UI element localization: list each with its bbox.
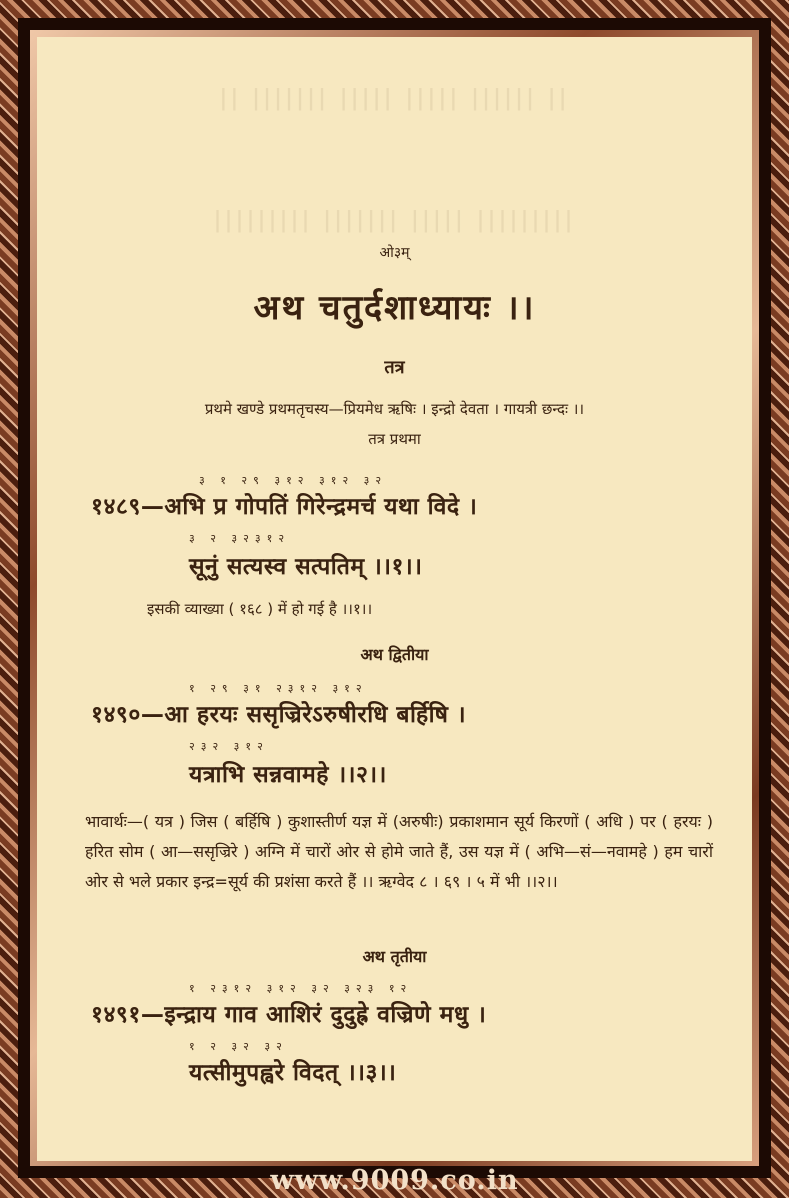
verse-1491-line1: १४९१—इन्द्राय गाव आशिरं दुदुह्रे वज्रिणे मधु । [91,1002,487,1028]
verse-1490-line2: यत्राभि सन्नवामहे ।।२।। [189,762,387,788]
tatra-heading: तत्र [384,357,405,378]
verse-1490-line1: १४९०—आ हरयः ससृज्रिरेऽरुषीरधि बर्हिषि । [91,702,467,728]
show-through-text: || ||||||| ||||| ||||| |||||| || [219,85,570,111]
om-heading: ओ३म् [379,245,410,261]
verse-1489-accent: ३ १ २९ ३१२ ३१२ ३२ [199,474,388,487]
footer-url[interactable]: www.9009.co.in [270,1165,519,1196]
verse-1489-line2: सूनुं सत्यस्व सत्पतिम् ।।१।। [189,554,423,580]
verse-1491-accent: १ २३१२ ३१२ ३२ ३२३ १२ [189,982,413,995]
bhavarth-paragraph: भावार्थः—( यत्र ) जिस ( बर्हिषि ) कुशास्तीर्ण यज्ञ में (अरुषीः) प्रकाशमान सूर्य किरणों ( अधि ) पर ( हरयः ) हरित सोम ( आ—ससृज्रिरे ) अग्नि में चारों ओर से होमे जाते हैं, उस यज्ञ में ( अभि—सं—नवामहे ) हम चारों ओर से भले प्रकार इन्द्र=सूर्य की प्रशंसा करते हैं ।। ऋग्वेद ८ । ६९ । ५ में भी ।।२।। [85,812,713,891]
verse-1491-accent2: १ २ ३२ ३२ [189,1040,288,1053]
verse-1489-accent2: ३ २ ३२३१२ [189,532,291,545]
verse-1490-accent2: २३२ ३१२ [189,740,269,753]
intro-line: प्रथमे खण्डे प्रथमतृचस्य—प्रियमेध ऋषिः । इन्द्रो देवता । गायत्री छन्दः ।। [204,400,585,418]
verse-1490-label: अथ द्वितीया [360,645,429,664]
chapter-title: अथ चतुर्दशाध्यायः ।। [253,288,536,328]
book-page [37,37,752,1161]
verse-1490-accent: १ २९ ३१ २३१२ ३१२ [189,682,368,695]
verse-1491-label: अथ तृतीया [362,947,427,966]
verse-1491-line2: यत्सीमुपह्वरे विदत् ।।३।। [189,1060,397,1086]
pratham-label: तत्र प्रथमा [368,430,421,448]
verse-1489-line1: १४८९—अभि प्र गोपतिं गिरेन्द्रमर्च यथा विदे । [91,494,478,520]
verse-1489-note: इसकी व्याख्या ( १६८ ) में हो गई है ।।१।। [147,600,373,618]
show-through-text: ||||||||| ||||||| ||||| ||||||||| [213,207,576,233]
